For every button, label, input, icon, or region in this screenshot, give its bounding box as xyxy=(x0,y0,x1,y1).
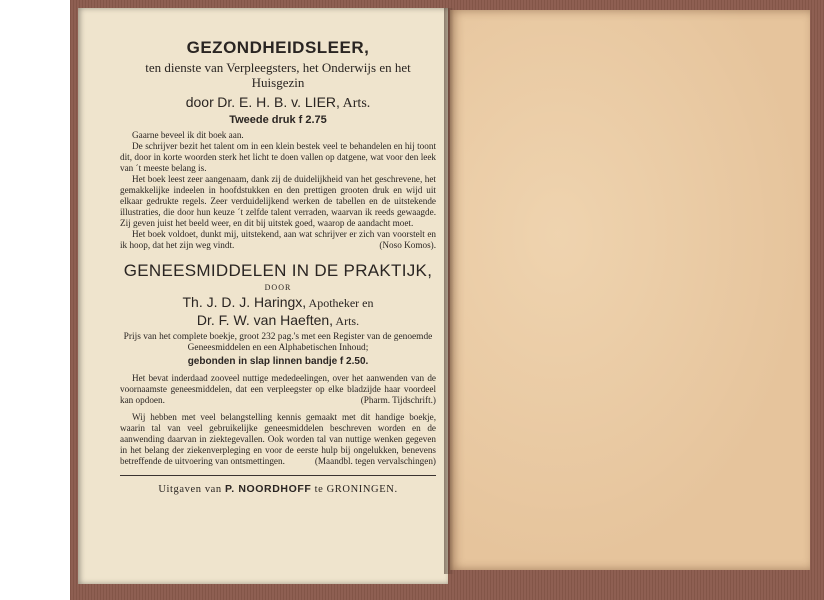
book2-review1-paragraph xyxy=(120,373,436,406)
book1-author-name: Dr. E. H. B. v. LIER, xyxy=(217,94,340,110)
book1-author-prefix: door xyxy=(185,94,214,110)
publisher-suffix: te GRONINGEN. xyxy=(314,484,398,495)
book2-author2-name: Dr. F. W. van Haeften, xyxy=(196,312,334,328)
book2-review1-text: Het bevat inderdaad zooveel nuttige mededeelingen, over het aanwenden van de voornaamste geneesmiddelen, dat een verpleegster op elke bladzijde haar voordeel kan opdoen. xyxy=(120,373,436,405)
book2-title: GENEESMIDDELEN IN DE PRAKTIJK, xyxy=(123,261,433,280)
spine-shadow xyxy=(444,8,454,574)
book2-review2-text: Wij hebben met veel belangstelling kennis gemaakt met dit handige boekje, waarin tal van veel gebruikelijke geneesmiddelen beschreven worden en de aanwending daarvan in ziektegevallen. Ook worden tal van nuttige wenken gegeven in het belang der ziekenverpleging en voor de eerste hulp bij ongelukken, benevens betreffende de uitvoering van ontsmettingen. xyxy=(120,412,436,466)
book2-by-label: DOOR xyxy=(264,283,292,292)
book1-paragraph: Gaarne beveel ik dit boek aan. xyxy=(132,130,244,140)
book2-author1-name: Th. J. D. J. Haringx, xyxy=(182,294,307,310)
book1-paragraph: De schrijver bezit het talent om in een klein bestek veel te behandelen en hij toont dit, door in korte woorden sterk het licht te doen vallen op datgene, wat voor den leek van ´t meeste belang is. xyxy=(120,141,436,173)
book2-review2-paragraph xyxy=(120,412,436,467)
book1-paragraph: Het boek leest zeer aangenaam, dank zij de duidelijkheid van het geschrevene, het gemakkelijke indeelen in hoofdstukken en den prettigen grooten druk en wijd uit elkaar gedrukte regels. Zeer verduidelijkend werken de tabellen en de uitstekende illustraties, die door hun keuze ´t zelfde talent verraden, waarvan ik reeds gewaagde. Zij geven juist het beeld weer, en dit bij uitstek goed, waarop de aandacht moet. xyxy=(120,174,436,228)
book2-review2-source: (Maandbl. tegen vervalschingen) xyxy=(314,456,436,466)
book2-author1-role: Apotheker en xyxy=(308,296,374,310)
book1-subtitle: ten dienste van Verpleegsters, het Onderwijs en het Huisgezin xyxy=(145,60,411,90)
divider xyxy=(120,475,436,476)
book1-author-suffix: Arts. xyxy=(342,96,371,111)
book2-author2-role: Arts. xyxy=(335,314,360,328)
book2-description: Prijs van het complete boekje, groot 232 pag.'s met een Register van de genoemde Geneesmiddelen en een Alphabetischen Inhoud; xyxy=(123,332,433,353)
book1-title: GEZONDHEIDSLEER, xyxy=(186,38,370,57)
book1-author xyxy=(120,94,436,112)
book1-edition: Tweede druk f 2.75 xyxy=(229,114,327,126)
book1-review xyxy=(120,130,436,251)
book2-review1 xyxy=(120,373,436,406)
advertisement-page xyxy=(120,38,436,495)
book1-review-source: (Noso Komos). xyxy=(379,240,436,250)
book2-author1 xyxy=(120,294,436,312)
book1-paragraph-text: Het boek voldoet, dunkt mij, uitstekend, aan wat schrijver er zich van voorstelt en ik hoop, dat het zijn weg vindt. xyxy=(120,229,436,250)
book2-price: gebonden in slap linnen bandje f 2.50. xyxy=(187,356,369,367)
book1-paragraph xyxy=(120,229,436,251)
book2-review2 xyxy=(120,412,436,467)
publisher-line xyxy=(120,483,436,495)
book2-author2 xyxy=(120,312,436,330)
right-endpaper xyxy=(450,10,810,570)
book2-review1-source: (Pharm. Tijdschrift.) xyxy=(360,395,436,405)
publisher-name: P. NOORDHOFF xyxy=(225,483,312,495)
publisher-prefix: Uitgaven van xyxy=(158,484,222,495)
